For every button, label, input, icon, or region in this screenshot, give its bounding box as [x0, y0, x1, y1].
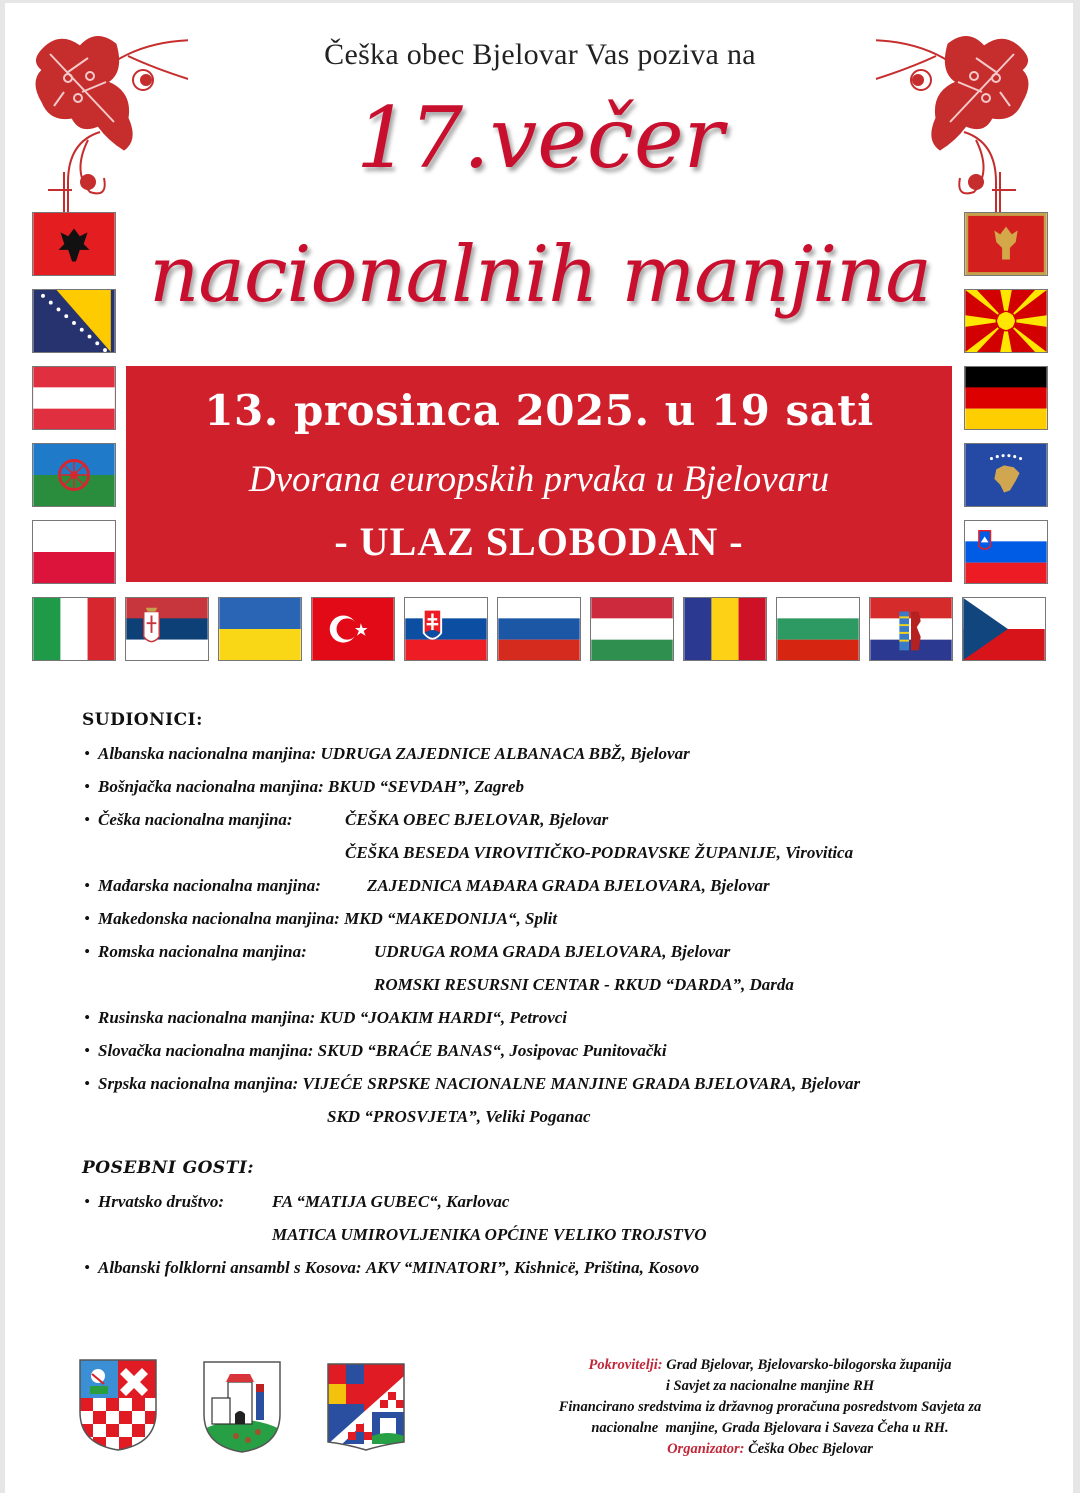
flag-russia-icon [497, 597, 581, 661]
funding-line-2: nacionalne manjine, Grada Bjelovara i Saveza Čeha u RH. [591, 1420, 949, 1436]
flag-austria-icon [32, 366, 116, 430]
guest-org: AKV “MINATORI”, [365, 1258, 510, 1277]
guest-entry [272, 1192, 509, 1212]
guest-item: • Albanski folklorni ansambl s Kosova: AKV “MINATORI”, Kishnicë, Priština, Kosovo [84, 1258, 700, 1277]
guests-heading: POSEBNI GOSTI: [82, 1158, 255, 1178]
participant-item: • Mađarska nacionalna manjina: [84, 876, 321, 895]
flag-slovenia-icon [964, 520, 1048, 584]
participant-label: Rusinska nacionalna manjina: [98, 1008, 316, 1027]
participant-label: Romska nacionalna manjina: [98, 942, 307, 961]
participant-item: • Albanska nacionalna manjina: UDRUGA ZAJEDNICE ALBANACA BBŽ, Bjelovar [84, 744, 690, 763]
guest-label: Hrvatsko društvo: [98, 1192, 225, 1211]
participant-item: • Češka nacionalna manjina: [84, 810, 293, 829]
free-entry-notice: - ULAZ SLOBODAN - [334, 519, 744, 564]
participant-item: • Makedonska nacionalna manjina: MKD “MAKEDONIJA“, Split [84, 909, 558, 928]
participant-location: Zagreb [473, 777, 525, 796]
flag-roma-icon [32, 443, 116, 507]
participant-org: SKUD “BRAĆE BANAS“, [317, 1041, 506, 1060]
participant-label: Češka nacionalna manjina: [98, 810, 293, 829]
participant-location: Josipovac Punitovački [509, 1041, 667, 1060]
participant-org: ZAJEDNICA MAĐARA GRADA BJELOVARA, [367, 876, 706, 895]
participant-location: Bjelovar [670, 942, 731, 961]
guest-label: Albanski folklorni ansambl s Kosova: [98, 1258, 362, 1277]
flag-montenegro-icon [964, 212, 1048, 276]
participant-org: BKUD “SEVDAH”, [328, 777, 470, 796]
participant-label: Mađarska nacionalna manjina: [98, 876, 321, 895]
flag-slovakia-icon [404, 597, 488, 661]
guest-location: Karlovac [446, 1192, 510, 1211]
flag-serbia-icon [125, 597, 209, 661]
guest-org: FA “MATIJA GUBEC“, [272, 1192, 442, 1211]
participant-location: Virovitica [785, 843, 854, 862]
invitation-line: Češka obec Bjelovar Vas poziva na [324, 38, 756, 71]
czech-association-crest-icon [326, 1362, 406, 1456]
participant-org: KUD “JOAKIM HARDI“, [319, 1008, 506, 1027]
participant-location: Bjelovar [548, 810, 609, 829]
participant-entry [374, 942, 730, 962]
event-venue: Dvorana europskih prvaka u Bjelovaru [248, 459, 830, 500]
participant-location: Bjelovar [710, 876, 770, 895]
guest-entry [272, 1225, 707, 1245]
flag-romania-icon [683, 597, 767, 661]
participant-location: Split [524, 909, 558, 928]
sponsors-line-2: i Savjet za nacionalne manjine RH [665, 1378, 875, 1394]
participant-label: Bošnjačka nacionalna manjina: [98, 777, 324, 796]
flag-ukraine-icon [218, 597, 302, 661]
participant-item: • Slovačka nacionalna manjina: SKUD “BRAĆE BANAS“, Josipovac Punitovački [84, 1041, 667, 1060]
participant-entry [345, 810, 608, 830]
participant-location: Darda [749, 975, 794, 994]
flag-bosnia-icon [32, 289, 116, 353]
flag-czech-republic-icon [962, 597, 1046, 661]
participants-heading: SUDIONICI: [82, 710, 203, 730]
flag-italy-icon [32, 597, 116, 661]
participant-item: • Bošnjačka nacionalna manjina: BKUD “SEVDAH”, Zagreb [84, 777, 525, 796]
participant-location: Petrovci [509, 1008, 568, 1027]
participant-location: Veliki Poganac [485, 1107, 591, 1126]
participant-label: Slovačka nacionalna manjina: [98, 1041, 314, 1060]
participant-location: Bjelovar [630, 744, 690, 763]
participant-org: VIJEĆE SRPSKE NACIONALNE MANJINE GRADA BJELOVARA, [302, 1074, 797, 1093]
event-info-banner [126, 366, 952, 582]
event-title-name: nacionalnih manjina [149, 230, 931, 320]
organizer-label: Organizator: [667, 1441, 745, 1457]
flag-kosovo-icon [964, 443, 1048, 507]
participant-item: • Srpska nacionalna manjina: VIJEĆE SRPSKE NACIONALNE MANJINE GRADA BJELOVARA, Bjelovar [84, 1074, 861, 1093]
participant-label: Albanska nacionalna manjina: [98, 744, 317, 763]
participant-org: MKD “MAKEDONIJA“, [344, 909, 521, 928]
participant-item: • Romska nacionalna manjina: [84, 942, 307, 961]
credits-block [490, 1355, 1050, 1460]
guest-item: • Hrvatsko društvo: [84, 1192, 225, 1211]
flag-germany-icon [964, 366, 1048, 430]
participant-item: • Rusinska nacionalna manjina: KUD “JOAKIM HARDI“, Petrovci [84, 1008, 568, 1027]
bjelovar-bilogora-county-crest-icon [78, 1358, 158, 1452]
flag-bulgaria-icon [776, 597, 860, 661]
sponsors-line-1: Grad Bjelovar, Bjelovarsko-bilogorska županija [666, 1357, 952, 1373]
guest-location: Kishnicë, Priština, Kosovo [514, 1258, 700, 1277]
bjelovar-city-crest-icon [202, 1360, 282, 1454]
participant-org: SKD “PROSVJETA”, [327, 1107, 481, 1126]
participant-entry [327, 1107, 591, 1127]
participant-label: Srpska nacionalna manjina: [98, 1074, 299, 1093]
participant-entry [374, 975, 794, 995]
participant-location: Bjelovar [800, 1074, 861, 1093]
organizer-name: Češka Obec Bjelovar [748, 1441, 873, 1457]
flag-north-macedonia-icon [964, 289, 1048, 353]
flag-poland-icon [32, 520, 116, 584]
event-date-time: 13. prosinca 2025. u 19 sati [204, 386, 874, 435]
participant-label: Makedonska nacionalna manjina: [98, 909, 340, 928]
funding-line-1: Financirano sredstvima iz državnog proračuna posredstvom Savjeta za [558, 1399, 982, 1415]
flag-rusyn-icon [869, 597, 953, 661]
flag-hungary-icon [590, 597, 674, 661]
participant-org: UDRUGA ZAJEDNICE ALBANACA BBŽ, [320, 744, 626, 763]
flag-turkey-icon [311, 597, 395, 661]
participant-org: ČEŠKA OBEC BJELOVAR, [345, 810, 545, 829]
participant-org: ČEŠKA BESEDA VIROVITIČKO-PODRAVSKE ŽUPANIJE, [345, 843, 781, 862]
participant-entry [367, 876, 770, 896]
sponsors-label: Pokrovitelji: [588, 1357, 663, 1373]
guest-org: MATICA UMIROVLJENIKA OPĆINE VELIKO TROJSTVO [272, 1225, 707, 1244]
participant-entry [345, 843, 853, 863]
participant-org: UDRUGA ROMA GRADA BJELOVARA, [374, 942, 667, 961]
event-title-number: 17.večer [356, 89, 724, 187]
flag-albania-icon [32, 212, 116, 276]
participant-org: ROMSKI RESURSNI CENTAR - RKUD “DARDA”, [374, 975, 746, 994]
